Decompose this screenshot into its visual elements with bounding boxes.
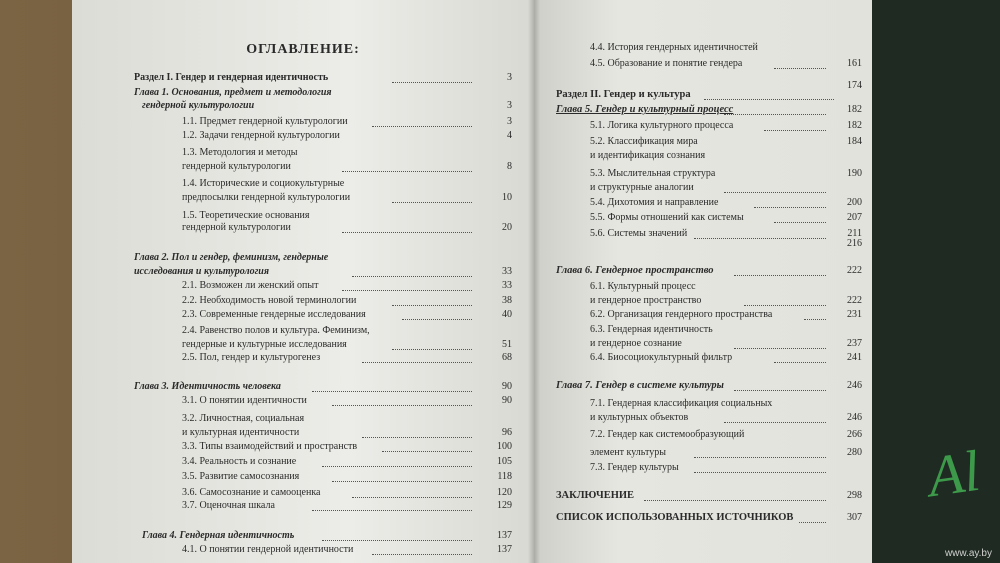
right-toc-entry-text: Глава 5. Гендер и культурный процесс [556, 104, 734, 115]
left-toc-leader-dots [352, 276, 472, 277]
toc-heading: ОГЛАВЛЕНИЕ: [246, 42, 360, 57]
right-toc-leader-dots [724, 114, 826, 115]
right-toc-leader-dots [724, 192, 826, 193]
left-toc-entry-text: Глава 3. Идентичность человека [134, 381, 281, 392]
left-toc-page-number: 4 [507, 130, 512, 141]
left-toc-page-number: 137 [497, 544, 512, 555]
right-toc-page-number: 246 [847, 380, 862, 391]
right-toc-leader-dots [724, 422, 826, 423]
right-toc-page-number: 298 [847, 490, 862, 501]
right-toc-page-number: 182 [847, 104, 862, 115]
left-toc-entry-text: 2.4. Равенство полов и культура. Феминизм, [182, 325, 370, 336]
left-toc-entry-text: гендерные и культурные исследования [182, 339, 347, 350]
left-toc-entry-text: 4.1. О понятии гендерной идентичности [182, 544, 354, 555]
left-toc-page-number: 120 [497, 487, 512, 498]
left-toc-leader-dots [362, 362, 472, 363]
right-toc-page-number: 190 [847, 168, 862, 179]
right-toc-page-number: 184 [847, 136, 862, 147]
left-toc-entry-text: 1.1. Предмет гендерной культурологии [182, 116, 348, 127]
right-toc-leader-dots [774, 222, 826, 223]
left-toc-entry-text: Глава 4. Гендерная идентичность [142, 530, 295, 541]
left-toc-entry-text: Глава 1. Основания, предмет и методология [134, 87, 332, 98]
left-toc-page-number: 3 [507, 100, 512, 111]
right-toc-page-number: 231 [847, 309, 862, 320]
right-toc-entry-text: Глава 6. Гендерное пространство [556, 265, 714, 276]
right-toc-entry-text: 7.3. Гендер культуры [590, 462, 679, 473]
left-toc-entry-text: 1.4. Исторические и социокультурные [182, 178, 345, 189]
left-toc-entry-text: исследования и культурология [134, 266, 270, 277]
right-toc-entry-text: 6.2. Организация гендерного пространства [590, 309, 773, 320]
left-toc-leader-dots [402, 319, 472, 320]
right-toc-entry-text: элемент культуры [590, 447, 666, 458]
right-toc-entry-text: 5.1. Логика культурного процесса [590, 120, 734, 131]
left-toc-entry-text: 2.5. Пол, гендер и культурогенез [182, 352, 321, 363]
right-toc-page-number: 241 [847, 352, 862, 363]
right-toc-entry-text: СПИСОК ИСПОЛЬЗОВАННЫХ ИСТОЧНИКОВ [556, 512, 794, 523]
left-toc-leader-dots [312, 510, 472, 511]
right-toc-leader-dots [704, 99, 834, 100]
left-toc-page-number: 38 [502, 295, 512, 306]
left-toc-page-number: 33 [502, 280, 512, 291]
left-toc-entry-text: 1.2. Задачи гендерной культурологии [182, 130, 340, 141]
right-toc-page-number: 266 [847, 429, 862, 440]
cover-lettering: Al [923, 437, 984, 510]
left-toc-leader-dots [342, 290, 472, 291]
right-toc-entry-text: 5.2. Классификация мира [590, 136, 698, 147]
right-toc-page-number: 207 [847, 212, 862, 223]
left-toc-leader-dots [392, 82, 472, 83]
left-toc-page-number: 3 [507, 72, 512, 83]
right-toc-entry-text: 6.4. Биосоциокультурный фильтр [590, 352, 733, 363]
right-toc-leader-dots [734, 275, 826, 276]
right-toc-leader-dots [774, 362, 826, 363]
left-toc-page-number: 3 [507, 116, 512, 127]
right-toc-page-number: 211 [847, 228, 862, 239]
right-page [534, 0, 872, 563]
left-toc-entry-text: 3.5. Развитие самосознания [182, 471, 300, 482]
left-toc-leader-dots [342, 232, 472, 233]
left-toc-page-number: 68 [502, 352, 512, 363]
left-toc-leader-dots [312, 391, 472, 392]
right-toc-leader-dots [764, 130, 826, 131]
left-toc-entry-text: гендерной культурологии [182, 161, 291, 172]
right-toc-leader-dots [744, 305, 826, 306]
right-toc-entry-text: 4.4. История гендерных идентичностей [590, 42, 758, 53]
right-toc-entry-text: 6.1. Культурный процесс [590, 281, 696, 292]
left-toc-entry-text: 2.1. Возможен ли женский опыт [182, 280, 319, 291]
left-toc-leader-dots [342, 171, 472, 172]
right-toc-leader-dots [734, 348, 826, 349]
left-toc-entry-text: Раздел I. Гендер и гендерная идентичность [134, 72, 329, 83]
left-toc-page-number: 20 [502, 222, 512, 233]
right-toc-leader-dots [644, 500, 826, 501]
right-toc-leader-dots [804, 319, 826, 320]
right-toc-page-number: 246 [847, 412, 862, 423]
right-toc-entry-text: и идентификация сознания [590, 150, 706, 161]
right-toc-leader-dots [734, 390, 826, 391]
right-toc-entry-text: 7.2. Гендер как системообразующий [590, 429, 745, 440]
left-toc-entry-text: 2.2. Необходимость новой терминологии [182, 295, 357, 306]
right-toc-entry-text: и культурных объектов [590, 412, 689, 423]
left-toc-leader-dots [382, 451, 472, 452]
left-toc-leader-dots [392, 202, 472, 203]
right-toc-leader-dots [694, 472, 826, 473]
right-toc-leader-dots [754, 207, 826, 208]
right-toc-page-number: 222 [847, 295, 862, 306]
left-toc-entry-text: 2.3. Современные гендерные исследования [182, 309, 366, 320]
left-toc-entry-text: Глава 2. Пол и гендер, феминизм, гендерные [134, 252, 329, 263]
left-toc-page-number: 51 [502, 339, 512, 350]
right-toc-leader-dots [799, 522, 826, 523]
right-toc-entry-text: 7.1. Гендерная классификация социальных [590, 398, 773, 409]
right-toc-page-number: 307 [847, 512, 862, 523]
left-toc-page-number: 137 [497, 530, 512, 541]
right-toc-entry-text: Раздел II. Гендер и культура [556, 89, 691, 100]
left-toc-leader-dots [372, 126, 472, 127]
left-page [72, 0, 534, 563]
right-toc-page-number: 280 [847, 447, 862, 458]
right-toc-page-number: 216 [847, 238, 862, 249]
left-toc-leader-dots [322, 466, 472, 467]
right-toc-entry-text: ЗАКЛЮЧЕНИЕ [556, 490, 635, 501]
right-toc-entry-text: и гендерное пространство [590, 295, 702, 306]
left-toc-page-number: 10 [502, 192, 512, 203]
left-toc-entry-text: 1.3. Методология и методы [182, 147, 298, 158]
left-toc-entry-text: 3.2. Личностная, социальная [182, 413, 305, 424]
left-toc-page-number: 90 [502, 381, 512, 392]
left-toc-leader-dots [332, 481, 472, 482]
left-toc-page-number: 90 [502, 395, 512, 406]
right-toc-entry-text: и структурные аналогии [590, 182, 694, 193]
left-toc-leader-dots [352, 497, 472, 498]
right-toc-entry-text: 6.3. Гендерная идентичность [590, 324, 713, 335]
left-toc-entry-text: гендерной культурологии [182, 222, 291, 233]
right-toc-entry-text: 5.3. Мыслительная структура [590, 168, 716, 179]
left-toc-page-number: 105 [497, 456, 512, 467]
book-spine [528, 0, 540, 563]
right-toc-leader-dots [774, 68, 826, 69]
right-toc-leader-dots [694, 238, 826, 239]
left-toc-leader-dots [392, 305, 472, 306]
left-toc-entry-text: 3.1. О понятии идентичности [182, 395, 307, 406]
left-toc-leader-dots [322, 540, 472, 541]
left-toc-entry-text: 1.5. Теоретические основания [182, 210, 310, 221]
left-toc-entry-text: 3.4. Реальность и сознание [182, 456, 297, 467]
left-toc-page-number: 100 [497, 441, 512, 452]
right-toc-page-number: 182 [847, 120, 862, 131]
watermark: www.ay.by [944, 548, 992, 559]
left-toc-entry-text: 3.6. Самосознание и самооценка [182, 487, 321, 498]
right-toc-entry-text: 4.5. Образование и понятие гендера [590, 58, 743, 69]
right-toc-leader-dots [694, 457, 826, 458]
right-toc-page-number: 200 [847, 197, 862, 208]
right-toc-page-number: 222 [847, 265, 862, 276]
right-toc-entry-text: 5.4. Дихотомия и направление [590, 197, 719, 208]
left-toc-leader-dots [332, 405, 472, 406]
left-toc-entry-text: 3.3. Типы взаимодействий и пространств [182, 441, 358, 452]
left-toc-page-number: 129 [497, 500, 512, 511]
left-toc-leader-dots [362, 437, 472, 438]
right-toc-page-number: 237 [847, 338, 862, 349]
left-toc-page-number: 118 [497, 471, 512, 482]
left-toc-page-number: 40 [502, 309, 512, 320]
left-toc-leader-dots [392, 349, 472, 350]
left-toc-entry-text: предпосылки гендерной культурологии [182, 192, 351, 203]
right-toc-page-number: 161 [847, 58, 862, 69]
left-toc-page-number: 8 [507, 161, 512, 172]
left-toc-entry-text: и культурная идентичности [182, 427, 300, 438]
left-toc-leader-dots [372, 554, 472, 555]
left-toc-entry-text: гендерной культурологии [142, 100, 255, 111]
left-toc-entry-text: 3.7. Оценочная шкала [182, 500, 275, 511]
right-toc-entry-text: и гендерное сознание [590, 338, 682, 349]
right-toc-entry-text: Глава 7. Гендер в системе культуры [556, 380, 724, 391]
right-toc-page-number: 174 [847, 80, 862, 91]
right-toc-entry-text: 5.6. Системы значений [590, 228, 688, 239]
left-toc-page-number: 33 [502, 266, 512, 277]
left-toc-page-number: 96 [502, 427, 512, 438]
right-toc-entry-text: 5.5. Формы отношений как системы [590, 212, 744, 223]
